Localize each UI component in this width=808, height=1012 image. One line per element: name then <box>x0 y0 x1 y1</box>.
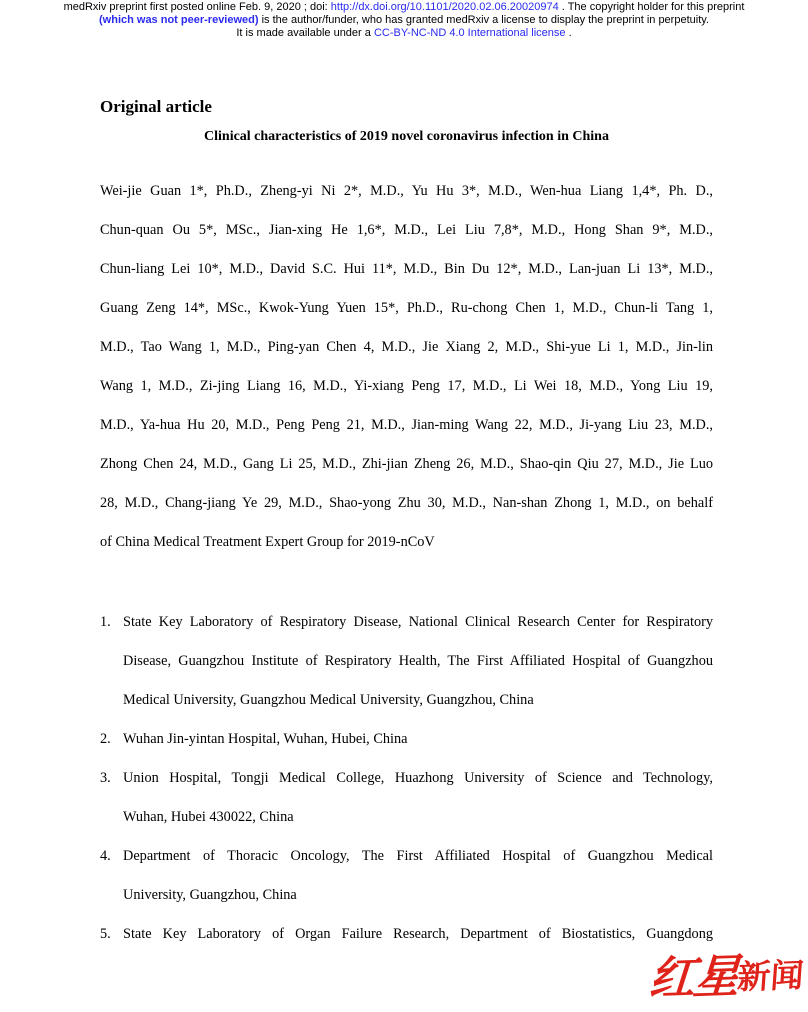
affiliation-line: University, Guangzhou, China <box>123 887 297 903</box>
banner-text: medRxiv preprint first posted online Feb. 9, 2020 ; doi: <box>63 1 331 13</box>
author-line: Chun-liang Lei 10*, M.D., David S.C. Hui 11*, M.D., Bin Du 12*, M.D., Lan-juan Li 13*, M.D., <box>100 261 713 277</box>
author-line: Guang Zeng 14*, MSc., Kwok-Yung Yuen 15*, Ph.D., Ru-chong Chen 1, M.D., Chun-li Tang 1, <box>100 300 713 316</box>
medrxiv-banner <box>0 1 808 40</box>
affiliation-list <box>100 603 713 954</box>
affiliation-lines <box>123 603 713 720</box>
author-line: M.D., Ya-hua Hu 20, M.D., Peng Peng 21, M.D., Jian-ming Wang 22, M.D., Ji-yang Liu 23, M.D., <box>100 417 713 433</box>
author-line: 28, M.D., Chang-jiang Ye 29, M.D., Shao-yong Zhu 30, M.D., Nan-shan Zhong 1, M.D., on behalf <box>100 495 713 511</box>
author-line: Wang 1, M.D., Zi-jing Liang 16, M.D., Yi-xiang Peng 17, M.D., Li Wei 18, M.D., Yong Liu 19, <box>100 378 713 394</box>
banner-text: . <box>565 27 572 39</box>
banner-line <box>0 1 808 14</box>
affiliation-line: Department of Thoracic Oncology, The First Affiliated Hospital of Guangzhou Medical <box>123 848 713 864</box>
affiliation-line: State Key Laboratory of Organ Failure Research, Department of Biostatistics, Guangdong <box>123 926 713 942</box>
affiliation-number: 4. <box>100 848 111 864</box>
affiliation-item <box>100 603 713 720</box>
banner-link[interactable]: http://dx.doi.org/10.1101/2020.02.06.20020974 <box>330 1 559 13</box>
affiliation-item <box>100 720 713 759</box>
redstar-news-logo <box>647 935 808 1005</box>
affiliation-line: Wuhan, Hubei 430022, China <box>123 809 294 825</box>
banner-text: is the author/funder, who has granted medRxiv a license to display the preprint in perpetuity. <box>258 14 709 26</box>
article-type-label: Original article <box>100 97 212 116</box>
affiliation-item <box>100 837 713 915</box>
affiliation-lines <box>123 837 713 915</box>
banner-line <box>0 27 808 40</box>
affiliation-item <box>100 915 713 954</box>
paper-title: Clinical characteristics of 2019 novel coronavirus infection in China <box>204 129 609 144</box>
author-line: M.D., Tao Wang 1, M.D., Ping-yan Chen 4, M.D., Jie Xiang 2, M.D., Shi-yue Li 1, M.D., Jin-lin <box>100 339 713 355</box>
affiliation-number: 2. <box>100 731 111 747</box>
banner-link[interactable]: CC-BY-NC-ND 4.0 International license <box>373 27 566 39</box>
author-line: of China Medical Treatment Expert Group for 2019-nCoV <box>100 534 435 550</box>
affiliation-lines <box>123 759 713 837</box>
affiliation-number: 1. <box>100 614 111 630</box>
affiliation-number: 5. <box>100 926 111 942</box>
redstar-news-logo-sub: 新闻 <box>736 958 805 997</box>
affiliation-line: Disease, Guangzhou Institute of Respiratory Health, The First Affiliated Hospital of Guangzhou <box>123 653 713 669</box>
affiliation-line: Union Hospital, Tongji Medical College, Huazhong University of Science and Technology, <box>123 770 713 786</box>
affiliation-number: 3. <box>100 770 111 786</box>
affiliation-lines <box>123 720 713 759</box>
affiliation-line: State Key Laboratory of Respiratory Disease, National Clinical Research Center for Respiratory <box>123 614 713 630</box>
banner-link[interactable]: (which was not peer-reviewed) <box>99 14 259 26</box>
affiliation-line: Medical University, Guangzhou Medical University, Guangzhou, China <box>123 692 534 708</box>
banner-text: . The copyright holder for this preprint <box>558 1 745 13</box>
author-line: Zhong Chen 24, M.D., Gang Li 25, M.D., Zhi-jian Zheng 26, M.D., Shao-qin Qiu 27, M.D., Jie Luo <box>100 456 713 472</box>
banner-line <box>0 14 808 27</box>
redstar-news-logo-main: 红星 <box>647 950 740 1005</box>
author-line: Chun-quan Ou 5*, MSc., Jian-xing He 1,6*, M.D., Lei Liu 7,8*, M.D., Hong Shan 9*, M.D., <box>100 222 713 238</box>
banner-text: It is made available under a <box>236 27 374 39</box>
affiliation-item <box>100 759 713 837</box>
author-list <box>100 172 713 562</box>
author-line: Wei-jie Guan 1*, Ph.D., Zheng-yi Ni 2*, M.D., Yu Hu 3*, M.D., Wen-hua Liang 1,4*, Ph. D., <box>100 183 713 199</box>
affiliation-line: Wuhan Jin-yintan Hospital, Wuhan, Hubei, China <box>123 731 408 747</box>
affiliation-lines <box>123 915 713 954</box>
